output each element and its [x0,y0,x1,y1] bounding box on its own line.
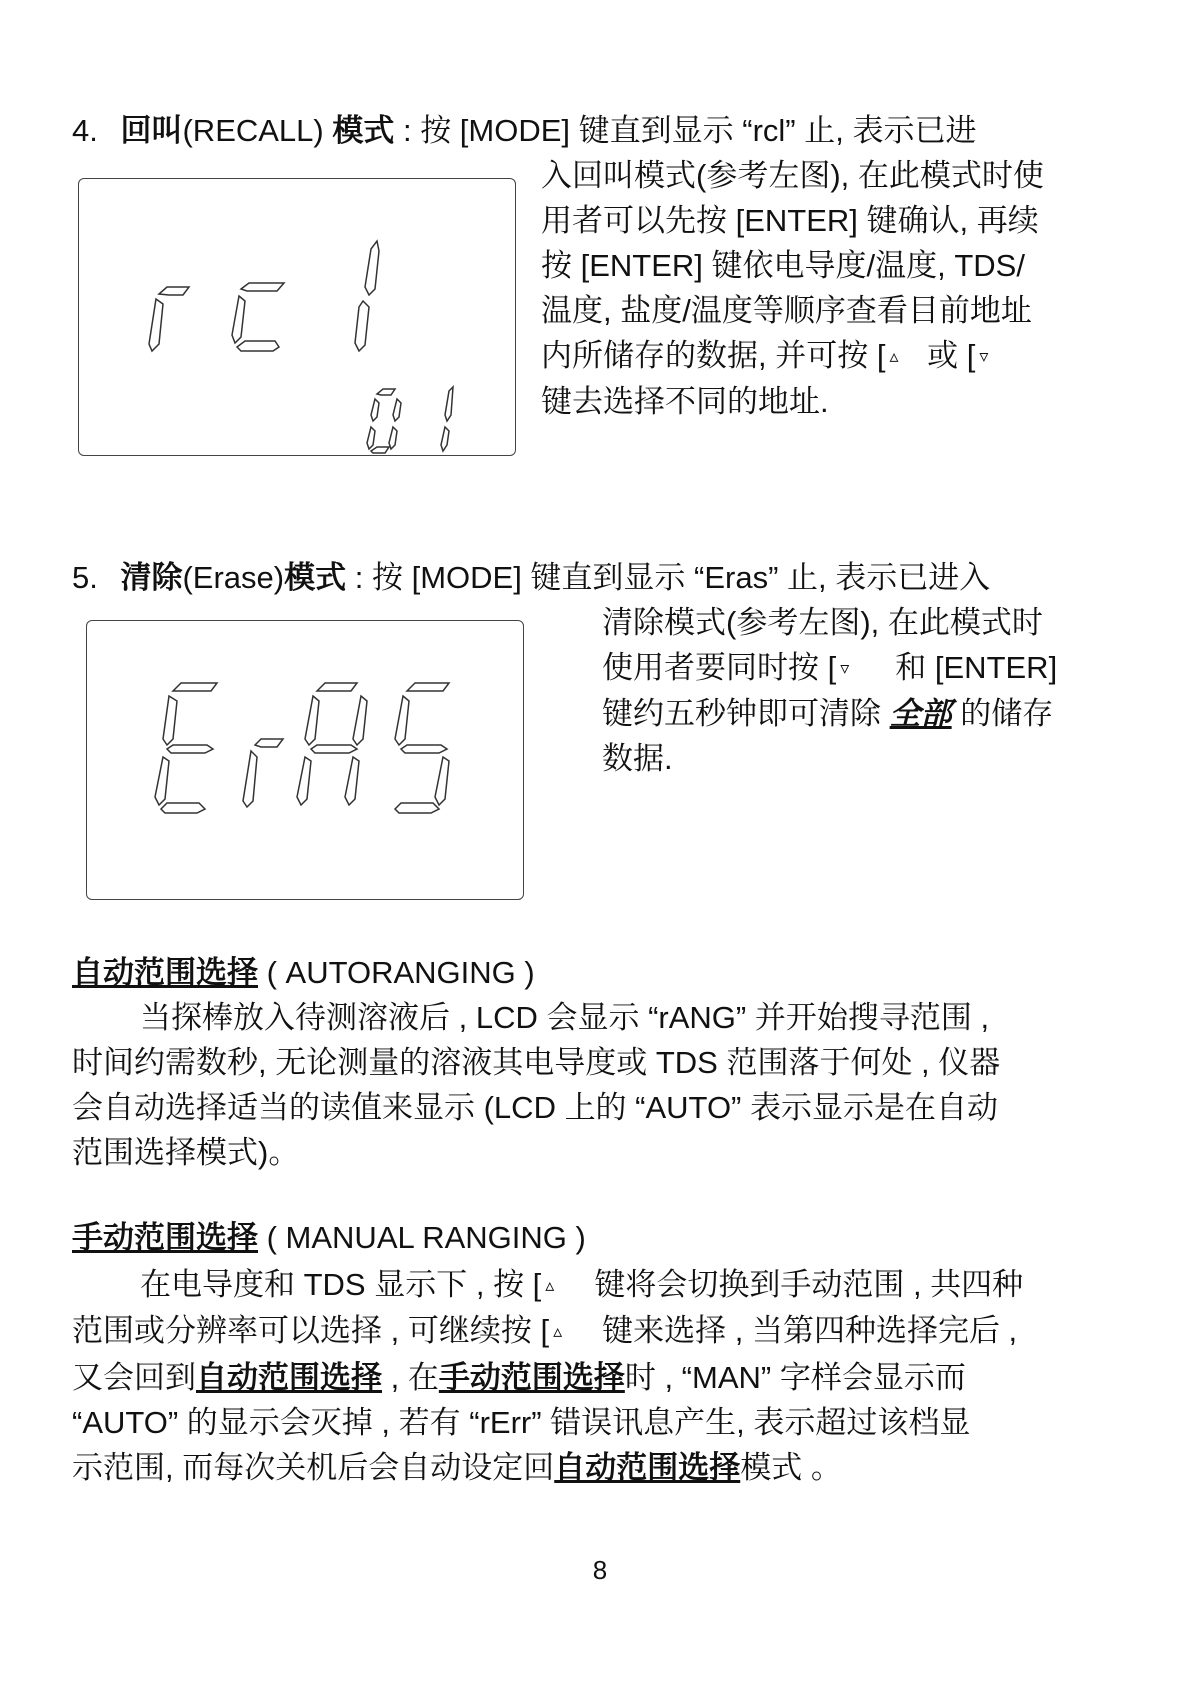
lcd-eras-segments [87,621,523,899]
manual-line-3 [72,1355,966,1400]
manual-line-2b: 键来选择 , 当第四种选择完后 , [602,1313,1018,1348]
page-number: 8 [592,1555,608,1585]
autoranging-heading [72,950,535,995]
manual-link-manual: 手动范围选择 [438,1360,625,1395]
autoranging-line-4: 范围选择模式)。 [72,1135,300,1170]
section4-line-5a: 内所储存的数据, 并可按 [ [541,338,886,373]
section4-line-5b: 或 [ [918,338,976,373]
section4-line-4: 温度, 盐度/温度等顺序查看目前地址 [541,293,1032,328]
section4-line-3: 按 [ENTER] 键依电导度/温度, TDS/ [541,248,1025,283]
section5-line-3 [602,691,1057,736]
manual-line-2 [72,1308,1017,1354]
manual-line-5c: 模式 。 [740,1450,842,1485]
manual-line-1b: 键将会切换到手动范围 , 共四种 [594,1267,1024,1302]
down-triangle-icon: ▿ [840,658,850,678]
section5-lead: : 按 [MODE] 键直到显示 “Eras” 止, 表示已进入 [346,560,991,595]
manual-line-3c: , 在 [382,1360,439,1395]
manual-heading-en: ( MANUAL RANGING ) [258,1220,586,1255]
section4-title-mode: 模式 [332,113,395,148]
section5-line-3c: 的储存 [951,696,1054,731]
section4-line-6: 键去选择不同的地址. [541,384,829,419]
manual-heading-cn: 手动范围选择 [72,1220,258,1255]
lcd-rcl-segments [79,179,515,455]
section5-title-mode: 模式 [284,560,347,595]
manual-link-auto-2: 自动范围选择 [554,1450,741,1485]
section4-heading [72,108,976,153]
down-triangle-icon: ▿ [979,346,989,366]
manual-line-5a: 示范围, 而每次关机后会自动设定回 [72,1450,555,1485]
up-triangle-icon: ▵ [889,346,899,366]
section5-number: 5. [72,560,98,595]
section4-lead: : 按 [MODE] 键直到显示 “rcl” 止, 表示已进 [394,113,977,148]
section5-line-3a: 键约五秒钟即可清除 [602,696,890,731]
section4-line-1: 入回叫模式(参考左图), 在此模式时使 [541,158,1044,193]
manual-line-3a: 又会回到 [72,1360,196,1395]
section5-body [602,600,1057,781]
section4-body [541,153,1044,424]
lcd-display-erase [86,620,524,900]
autoranging-line-2: 时间约需数秒, 无论测量的溶液其电导度或 TDS 范围落于何处 , 仪器 [72,1045,1001,1080]
section4-title-en: (RECALL) [182,113,333,148]
manual-line-5 [72,1445,842,1490]
section5-heading [72,555,990,600]
manual-line-3e: 时 , “MAN” 字样会显示而 [624,1360,966,1395]
section4-number: 4. [72,113,98,148]
section5-line-2a: 使用者要同时按 [ [602,650,837,685]
section5-line-1: 清除模式(参考左图), 在此模式时 [602,605,1043,640]
section4-line-2: 用者可以先按 [ENTER] 键确认, 再续 [541,203,1039,238]
lcd-display-recall [78,178,516,456]
manual-line-1 [140,1262,1023,1308]
manual-line-4: “AUTO” 的显示会灭掉 , 若有 “rErr” 错误讯息产生, 表示超过该档显 [72,1405,971,1440]
section5-emphasis-all: 全部 [889,696,952,731]
section4-line-5 [541,333,1044,379]
autoranging-line-1: 当探棒放入待测溶液后 , LCD 会显示 “rANG” 并开始搜寻范围 , [140,1000,990,1035]
section5-line-4: 数据. [602,741,673,776]
manual-link-auto: 自动范围选择 [196,1360,382,1395]
manual-heading [72,1215,586,1260]
section5-title-cn: 清除 [120,560,183,595]
section5-title-en: (Erase) [182,560,285,595]
manual-line-1a: 在电导度和 TDS 显示下 , 按 [ [140,1267,542,1302]
autoranging-heading-en: ( AUTORANGING ) [258,955,535,990]
autoranging-heading-cn: 自动范围选择 [72,955,258,990]
section5-line-2b: 和 [ENTER] [895,650,1058,685]
up-triangle-icon: ▵ [553,1321,563,1341]
section4-title-cn: 回叫 [120,113,183,148]
manual-line-2a: 范围或分辨率可以选择 , 可继续按 [ [72,1313,550,1348]
up-triangle-icon: ▵ [545,1275,555,1295]
section5-line-2 [602,645,1057,691]
autoranging-line-3: 会自动选择适当的读值来显示 (LCD 上的 “AUTO” 表示显示是在自动 [72,1090,998,1125]
